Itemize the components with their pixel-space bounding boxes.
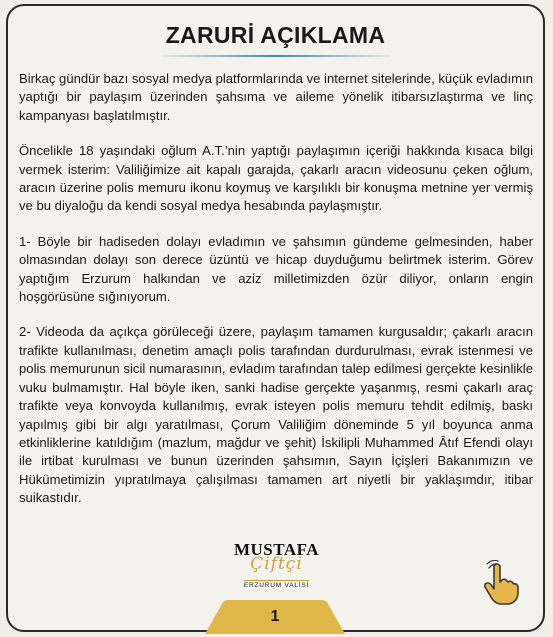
title-underline xyxy=(162,55,390,57)
document-body xyxy=(19,70,533,525)
document-title: ZARURİ AÇIKLAMA xyxy=(165,22,386,48)
paragraph-point-1: 1- Böyle bir hadiseden dolayı evladımın ve şahsımın gündeme gelmesinden, haber olmasından dolayı son derece üzüntü ve hicap duyduğumu belirtmek isterim. Görev yaptığım Erzurum halkından ve aziz milletimizden özür diliyor, onların engin hoşgörüsüne sığınıyorum. xyxy=(19,233,533,305)
hand-pointer-icon[interactable] xyxy=(480,560,520,606)
paragraph-point-2: 2- Videoda da açıkça görüleceği üzere, paylaşım tamamen kurgusaldır; çakarlı aracın trafikte kullanılması, denetim amaçlı polis tarafından durdurulması, evrak istenmesi ve polis memurunun sicil numarasının, evladım tarafından talep edilmesi gerçekte kesinlikle vuku bulmamıştır. Hal böyle iken, sanki hadise gerçekte yaşanmış, resmi çakarlı araç trafikte veya konvoyda kullanılmış, evrak isteyen polis memuru tehdit edilmiş, baskı yapılmış gibi bir algı yaratılması, Çorum Valiliğim döneminde 5 yıl boyunca anma etkinliklerine katıldığım (mazlum, mağdur ve şehit) İskilipli Muhammed Âtıf Efendi olayı ile irtibat kurulması ve bunun üzerinden şahsımın, Sayın İçişleri Bakanımızın ve Hükümetimizin yıpratılmaya çalışılması tamamen art niyetli bir yaklaşımdır, itibar suikastıdır. xyxy=(19,324,533,506)
signature-block xyxy=(0,540,553,592)
paragraph-context: Öncelikle 18 yaşındaki oğlum A.T.’nin yaptığı paylaşımın içeriği hakkında kısaca bilgi vermek isterim: Valiliğimize ait kapalı garajda, çakarlı aracın videosunu çeken oğlum, aracın üzerine polis memuru ikonu koymuş ve karşılıklı bir konuşma metnine yer vermiş ve bu diyaloğu da kendi sosyal medya hesabında paylaşmıştır. xyxy=(19,143,533,214)
signature-script: Çiftçi xyxy=(250,554,303,574)
page-number: 1 xyxy=(270,608,280,625)
paragraph-intro: Birkaç gündür bazı sosyal medya platformlarında ve internet sitelerinde, küçük evladımın yaptığı bir paylaşım üzerinden şahsıma ve aileme yönelik itibarsızlaştırma ve linç kampanyası başlatılmıştır. xyxy=(19,71,533,123)
statement-card xyxy=(6,4,545,632)
signature-role: ERZURUM VALİSİ xyxy=(243,582,310,589)
signature-name: MUSTAFA xyxy=(233,540,320,559)
